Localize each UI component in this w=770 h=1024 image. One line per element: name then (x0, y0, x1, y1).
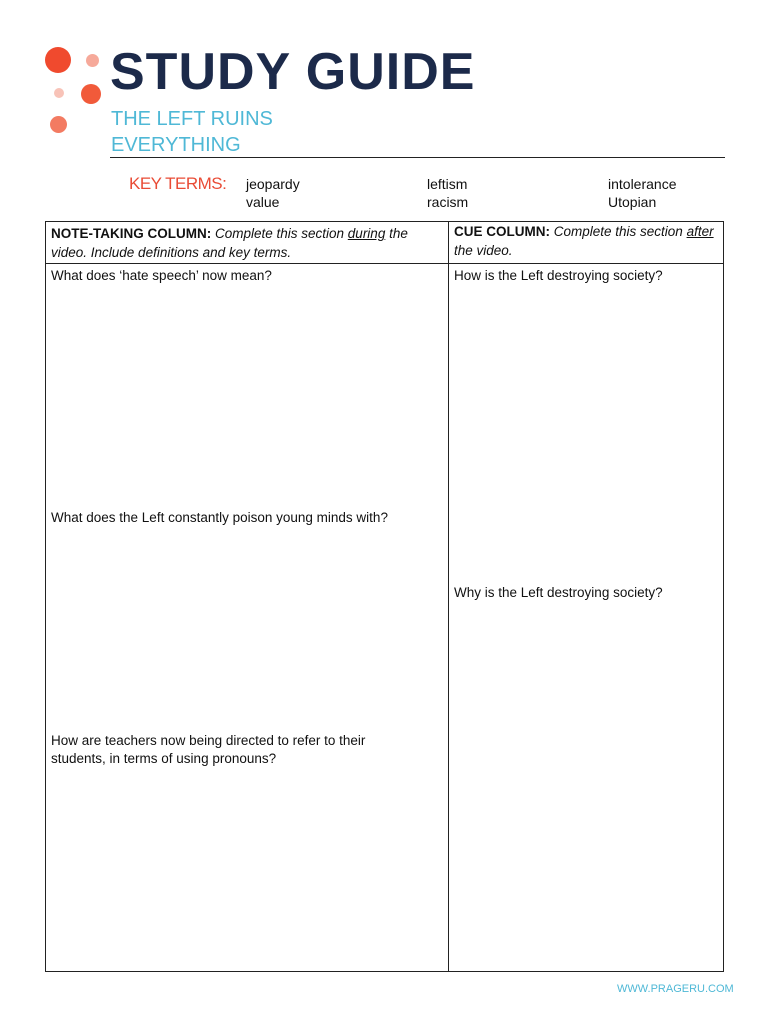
cue-question: How is the Left destroying society? (454, 268, 663, 283)
notes-table (45, 221, 724, 972)
cue-column-heading (454, 222, 719, 260)
note-taking-column-heading (51, 224, 443, 262)
key-term: racism (427, 194, 469, 210)
cue-heading-text: Complete this section after the video. (454, 224, 714, 258)
note-heading-text: Complete this section during the video. Include definitions and key terms. (51, 226, 408, 260)
video-title: THE LEFT RUINS EVERYTHING (111, 108, 273, 156)
cue-heading-label: CUE COLUMN: (454, 224, 550, 239)
key-term: jeopardy (246, 176, 300, 192)
logo-dot-small-light (86, 54, 99, 67)
cue-question: Why is the Left destroying society? (454, 585, 663, 600)
footer-url[interactable]: WWW.PRAGERU.COM (617, 983, 734, 995)
key-term: Utopian (608, 194, 657, 210)
header-divider (110, 157, 725, 158)
key-term: leftism (427, 176, 468, 192)
note-heading-label: NOTE-TAKING COLUMN: (51, 226, 212, 241)
logo-dot-large (45, 47, 71, 73)
key-term: value (246, 194, 280, 210)
note-question: How are teachers now being directed to refer to their students, in terms of using pronouns? (51, 733, 366, 766)
page-title: STUDY GUIDE (110, 43, 476, 101)
logo-dot-medium (81, 84, 101, 104)
note-question: What does ‘hate speech’ now mean? (51, 268, 272, 283)
column-divider (448, 222, 449, 971)
note-question: What does the Left constantly poison young minds with? (51, 510, 388, 525)
column-header-divider (46, 263, 723, 264)
logo-dot-tiny-light (54, 88, 64, 98)
key-term: intolerance (608, 176, 677, 192)
key-terms-label: KEY TERMS: (129, 174, 227, 193)
logo-dot-lower (50, 116, 67, 133)
